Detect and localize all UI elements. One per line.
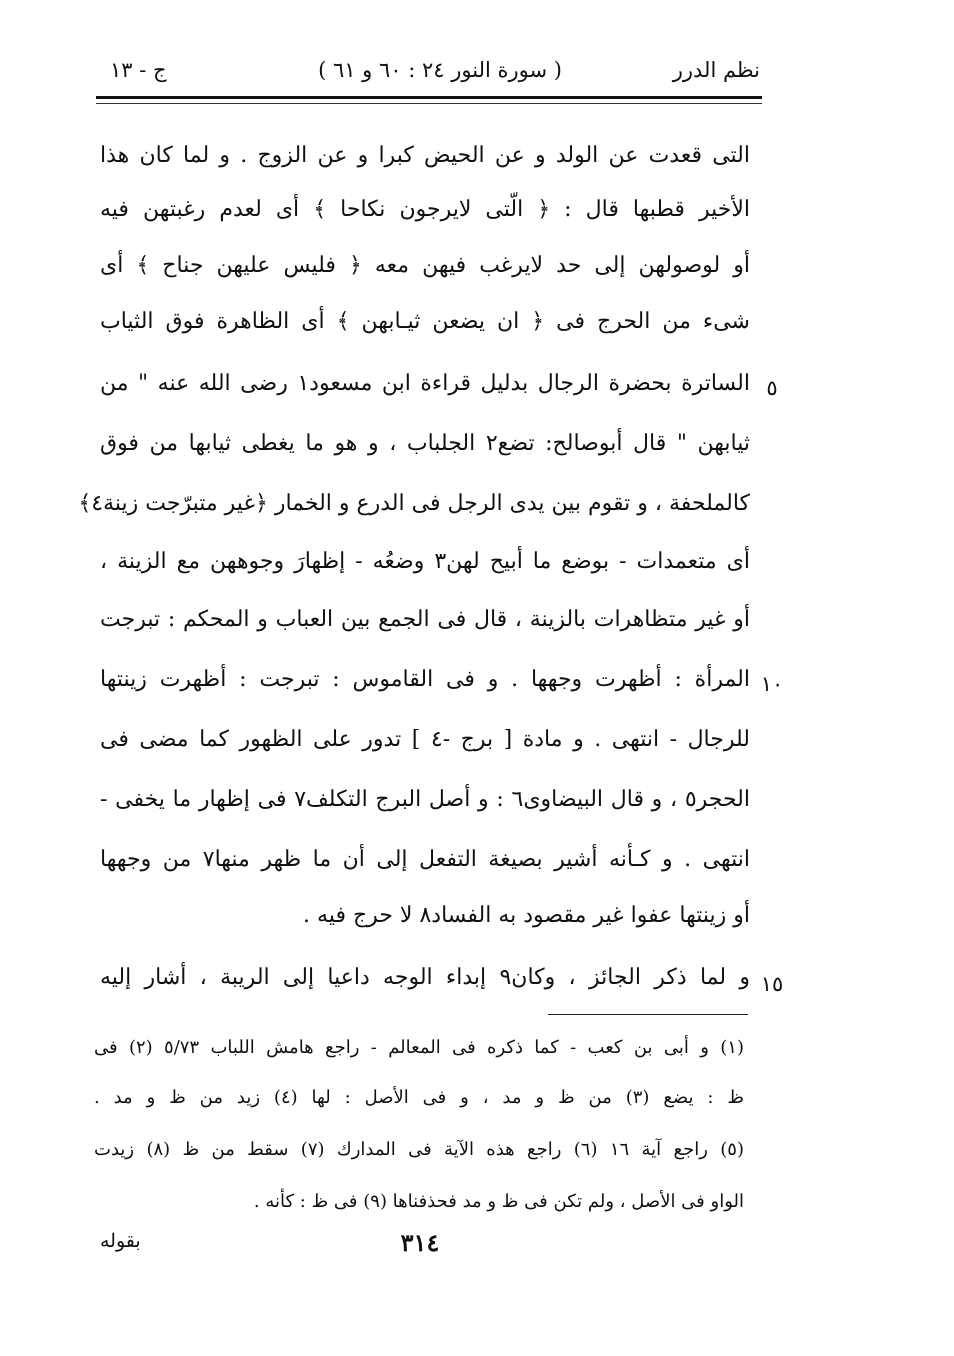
page-number: ٣١٤ bbox=[400, 1228, 440, 1257]
footnote-separator bbox=[548, 1014, 748, 1015]
footnote-line: (٥) راجع آية ١٦ (٦) راجع هذه الآية فى المدارك (٧) سقط من ظ (٨) زيدت bbox=[94, 1139, 744, 1160]
line-number: ٥ bbox=[766, 376, 778, 400]
text-line: أى متعمدات - بوضع ما أبيح لهن٣ وضعُه - إظهارَ وجوههن مع الزينة ، bbox=[100, 549, 750, 574]
running-head-part-number: ج - ١٣ bbox=[110, 58, 167, 82]
text-line: ثيابهن " قال أبوصالح: تضع٢ الجلباب ، و هو ما يغطى ثيابها من فوق bbox=[100, 431, 750, 456]
text-line: شىء من الحرج فى ﴿ ان يضعن ثيـابهن ﴾ أى الظاهرة فوق الثياب bbox=[100, 309, 750, 334]
running-head-surah-reference: ( سورة النور ٢٤ : ٦٠ و ٦١ ) bbox=[318, 58, 562, 82]
text-line: أو لوصولهن إلى حد لايرغب فيهن معه ﴿ فليس عليهن جناح ﴾ أى bbox=[100, 253, 750, 278]
text-line: الأخير قطبها قال : ﴿ الّتى لايرجون نكاحا ﴾ أى لعدم رغبتهن فيه bbox=[100, 197, 750, 222]
text-line: للرجال - انتهى . و مادة [ برج -٤ ] تدور على الظهور كما مضى فى bbox=[100, 727, 750, 752]
header-rule-thin bbox=[96, 103, 762, 104]
text-line: أو غير متظاهرات بالزينة ، قال فى الجمع بين العباب و المحكم : تبرجت bbox=[100, 607, 750, 632]
text-line: المرأة : أظهرت وجهها . و فى القاموس : تبرجت : أظهرت زينتها bbox=[100, 667, 750, 692]
text-line: انتهى . و كـأنه أشير بصيغة التفعل إلى أن ما ظهر منها٧ من وجهها bbox=[100, 847, 750, 872]
catchword: بقوله bbox=[100, 1230, 141, 1252]
footnote-line: الواو فى الأصل ، ولم تكن فى ظ و مد فحذفناها (٩) فى ظ : كأنه . bbox=[253, 1191, 744, 1212]
line-number: ١٠ bbox=[760, 672, 784, 696]
header-rule bbox=[96, 96, 762, 99]
footnote-line: ظ : يضع (٣) من ظ و مد ، و فى الأصل : لها (٤) زيد من ظ و مد . bbox=[94, 1087, 744, 1108]
footnote-line: (١) و أبى بن كعب - كما ذكره فى المعالم - راجع هامش اللباب ٥/٧٣ (٢) فى bbox=[94, 1037, 744, 1058]
text-line: التى قعدت عن الولد و عن الحيض كبرا و عن الزوج . و لما كان هذا bbox=[100, 143, 750, 168]
text-line: كالملحفة ، و تقوم بين يدى الرجل فى الدرع و الخمار ﴿غير متبرّجت زينة٤﴾ bbox=[78, 491, 750, 516]
running-head-book-title: نظم الدرر bbox=[672, 58, 760, 82]
text-line: الحجر٥ ، و قال البيضاوى٦ : و أصل البرج التكلف٧ فى إظهار ما يخفى - bbox=[100, 787, 750, 812]
line-number: ١٥ bbox=[760, 972, 784, 996]
text-line: و لما ذكر الجائز ، وكان٩ إبداء الوجه داعيا إلى الريبة ، أشار إليه bbox=[100, 965, 750, 990]
text-line: الساترة بحضرة الرجال بدليل قراءة ابن مسعود١ رضى الله عنه " من bbox=[100, 371, 750, 396]
text-line: أو زينتها عفوا غير مقصود به الفساد٨ لا حرج فيه . bbox=[303, 903, 750, 928]
